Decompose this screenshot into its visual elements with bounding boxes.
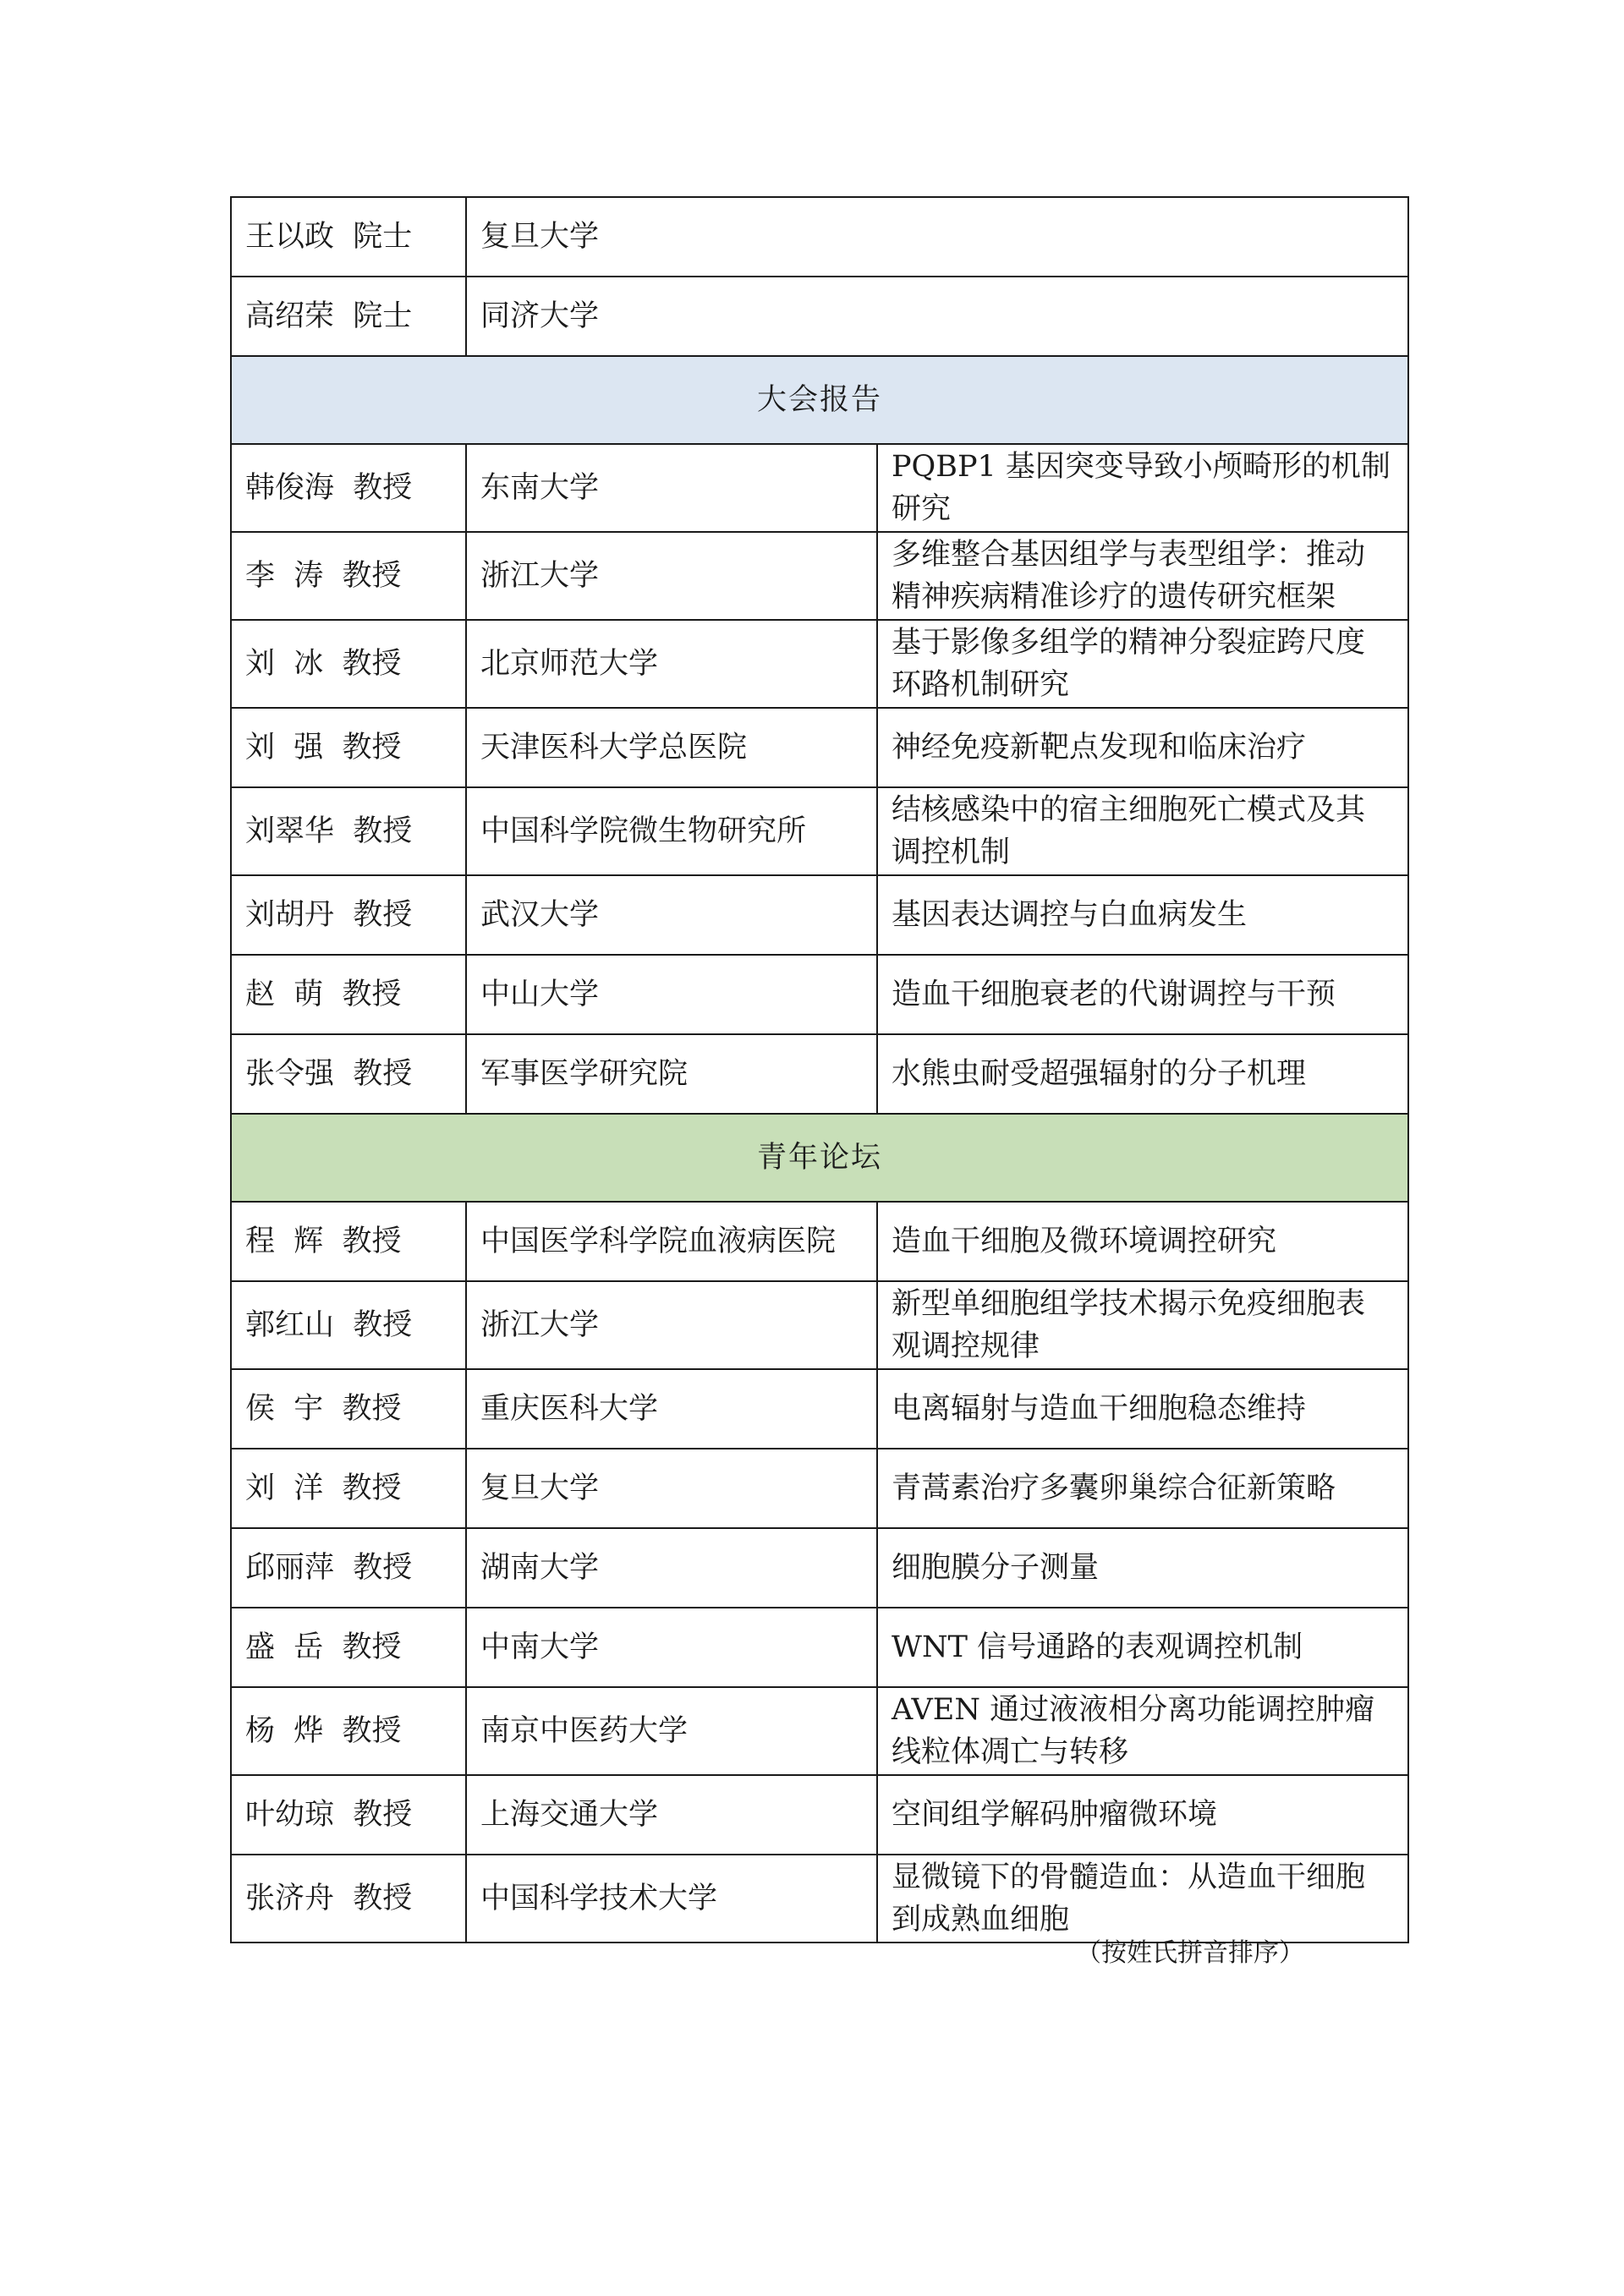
section-header-plenary: [231, 356, 1408, 444]
speaker-institution: 中国科学技术大学: [466, 1855, 877, 1943]
table-row: [231, 1608, 1408, 1687]
speaker-name: 刘 强 教授: [231, 708, 466, 787]
speaker-institution: 北京师范大学: [466, 620, 877, 708]
speaker-name: 杨 烨 教授: [231, 1687, 466, 1775]
table-row: [231, 955, 1408, 1034]
speaker-institution: 中国科学院微生物研究所: [466, 787, 877, 875]
table-row: [231, 1687, 1408, 1775]
table-row: [231, 620, 1408, 708]
table-row: [231, 1034, 1408, 1114]
table-row: [231, 787, 1408, 875]
table-row: [231, 1281, 1408, 1369]
table-row: [231, 1528, 1408, 1608]
speaker-name: 刘翠华 教授: [231, 787, 466, 875]
talk-topic: AVEN 通过液液相分离功能调控肿瘤线粒体凋亡与转移: [877, 1687, 1408, 1775]
talk-topic: 多维整合基因组学与表型组学：推动精神疾病精准诊疗的遗传研究框架: [877, 532, 1408, 620]
table-row: [231, 444, 1408, 532]
talk-topic: WNT 信号通路的表观调控机制: [877, 1608, 1408, 1687]
speaker-table: [230, 196, 1409, 1943]
speaker-institution: 中南大学: [466, 1608, 877, 1687]
section-title: 大会报告: [231, 356, 1408, 444]
speaker-name: 张济舟 教授: [231, 1855, 466, 1943]
speaker-institution: 同济大学: [466, 277, 1408, 356]
academician-row: [231, 197, 1408, 277]
speaker-institution: 复旦大学: [466, 197, 1408, 277]
talk-topic: 新型单细胞组学技术揭示免疫细胞表观调控规律: [877, 1281, 1408, 1369]
section-title: 青年论坛: [231, 1114, 1408, 1202]
table-row: [231, 1202, 1408, 1281]
table-row: [231, 875, 1408, 955]
speaker-name: 刘胡丹 教授: [231, 875, 466, 955]
speaker-institution: 武汉大学: [466, 875, 877, 955]
speaker-institution: 南京中医药大学: [466, 1687, 877, 1775]
talk-topic: 神经免疫新靶点发现和临床治疗: [877, 708, 1408, 787]
speaker-name: 程 辉 教授: [231, 1202, 466, 1281]
speaker-name: 韩俊海 教授: [231, 444, 466, 532]
talk-topic: PQBP1 基因突变导致小颅畸形的机制研究: [877, 444, 1408, 532]
talk-topic: 细胞膜分子测量: [877, 1528, 1408, 1608]
talk-topic: 结核感染中的宿主细胞死亡模式及其调控机制: [877, 787, 1408, 875]
table-row: [231, 1449, 1408, 1528]
talk-topic: 青蒿素治疗多囊卵巢综合征新策略: [877, 1449, 1408, 1528]
talk-topic: 空间组学解码肿瘤微环境: [877, 1775, 1408, 1855]
talk-topic: 造血干细胞衰老的代谢调控与干预: [877, 955, 1408, 1034]
table-row: [231, 532, 1408, 620]
speaker-institution: 军事医学研究院: [466, 1034, 877, 1114]
speaker-name: 高绍荣 院士: [231, 277, 466, 356]
speaker-institution: 东南大学: [466, 444, 877, 532]
speaker-institution: 中山大学: [466, 955, 877, 1034]
section-header-youth: [231, 1114, 1408, 1202]
speaker-institution: 天津医科大学总医院: [466, 708, 877, 787]
speaker-institution: 浙江大学: [466, 532, 877, 620]
speaker-name: 李 涛 教授: [231, 532, 466, 620]
speaker-institution: 重庆医科大学: [466, 1369, 877, 1449]
speaker-institution: 中国医学科学院血液病医院: [466, 1202, 877, 1281]
speaker-name: 侯 宇 教授: [231, 1369, 466, 1449]
speaker-name: 王以政 院士: [231, 197, 466, 277]
sort-order-note: （按姓氏拼音排序）: [1076, 1938, 1304, 1968]
speaker-institution: 上海交通大学: [466, 1775, 877, 1855]
speaker-institution: 浙江大学: [466, 1281, 877, 1369]
speaker-name: 赵 萌 教授: [231, 955, 466, 1034]
table-row: [231, 1775, 1408, 1855]
speaker-institution: 复旦大学: [466, 1449, 877, 1528]
speaker-name: 张令强 教授: [231, 1034, 466, 1114]
academician-row: [231, 277, 1408, 356]
talk-topic: 基因表达调控与白血病发生: [877, 875, 1408, 955]
speaker-name: 刘 洋 教授: [231, 1449, 466, 1528]
speaker-name: 叶幼琼 教授: [231, 1775, 466, 1855]
table-row: [231, 708, 1408, 787]
talk-topic: 显微镜下的骨髓造血：从造血干细胞到成熟血细胞: [877, 1855, 1408, 1943]
table-row: [231, 1369, 1408, 1449]
speaker-name: 郭红山 教授: [231, 1281, 466, 1369]
speaker-name: 盛 岳 教授: [231, 1608, 466, 1687]
speaker-name: 邱丽萍 教授: [231, 1528, 466, 1608]
talk-topic: 基于影像多组学的精神分裂症跨尺度环路机制研究: [877, 620, 1408, 708]
talk-topic: 电离辐射与造血干细胞稳态维持: [877, 1369, 1408, 1449]
talk-topic: 造血干细胞及微环境调控研究: [877, 1202, 1408, 1281]
talk-topic: 水熊虫耐受超强辐射的分子机理: [877, 1034, 1408, 1114]
table-row: [231, 1855, 1408, 1943]
speaker-name: 刘 冰 教授: [231, 620, 466, 708]
speaker-institution: 湖南大学: [466, 1528, 877, 1608]
